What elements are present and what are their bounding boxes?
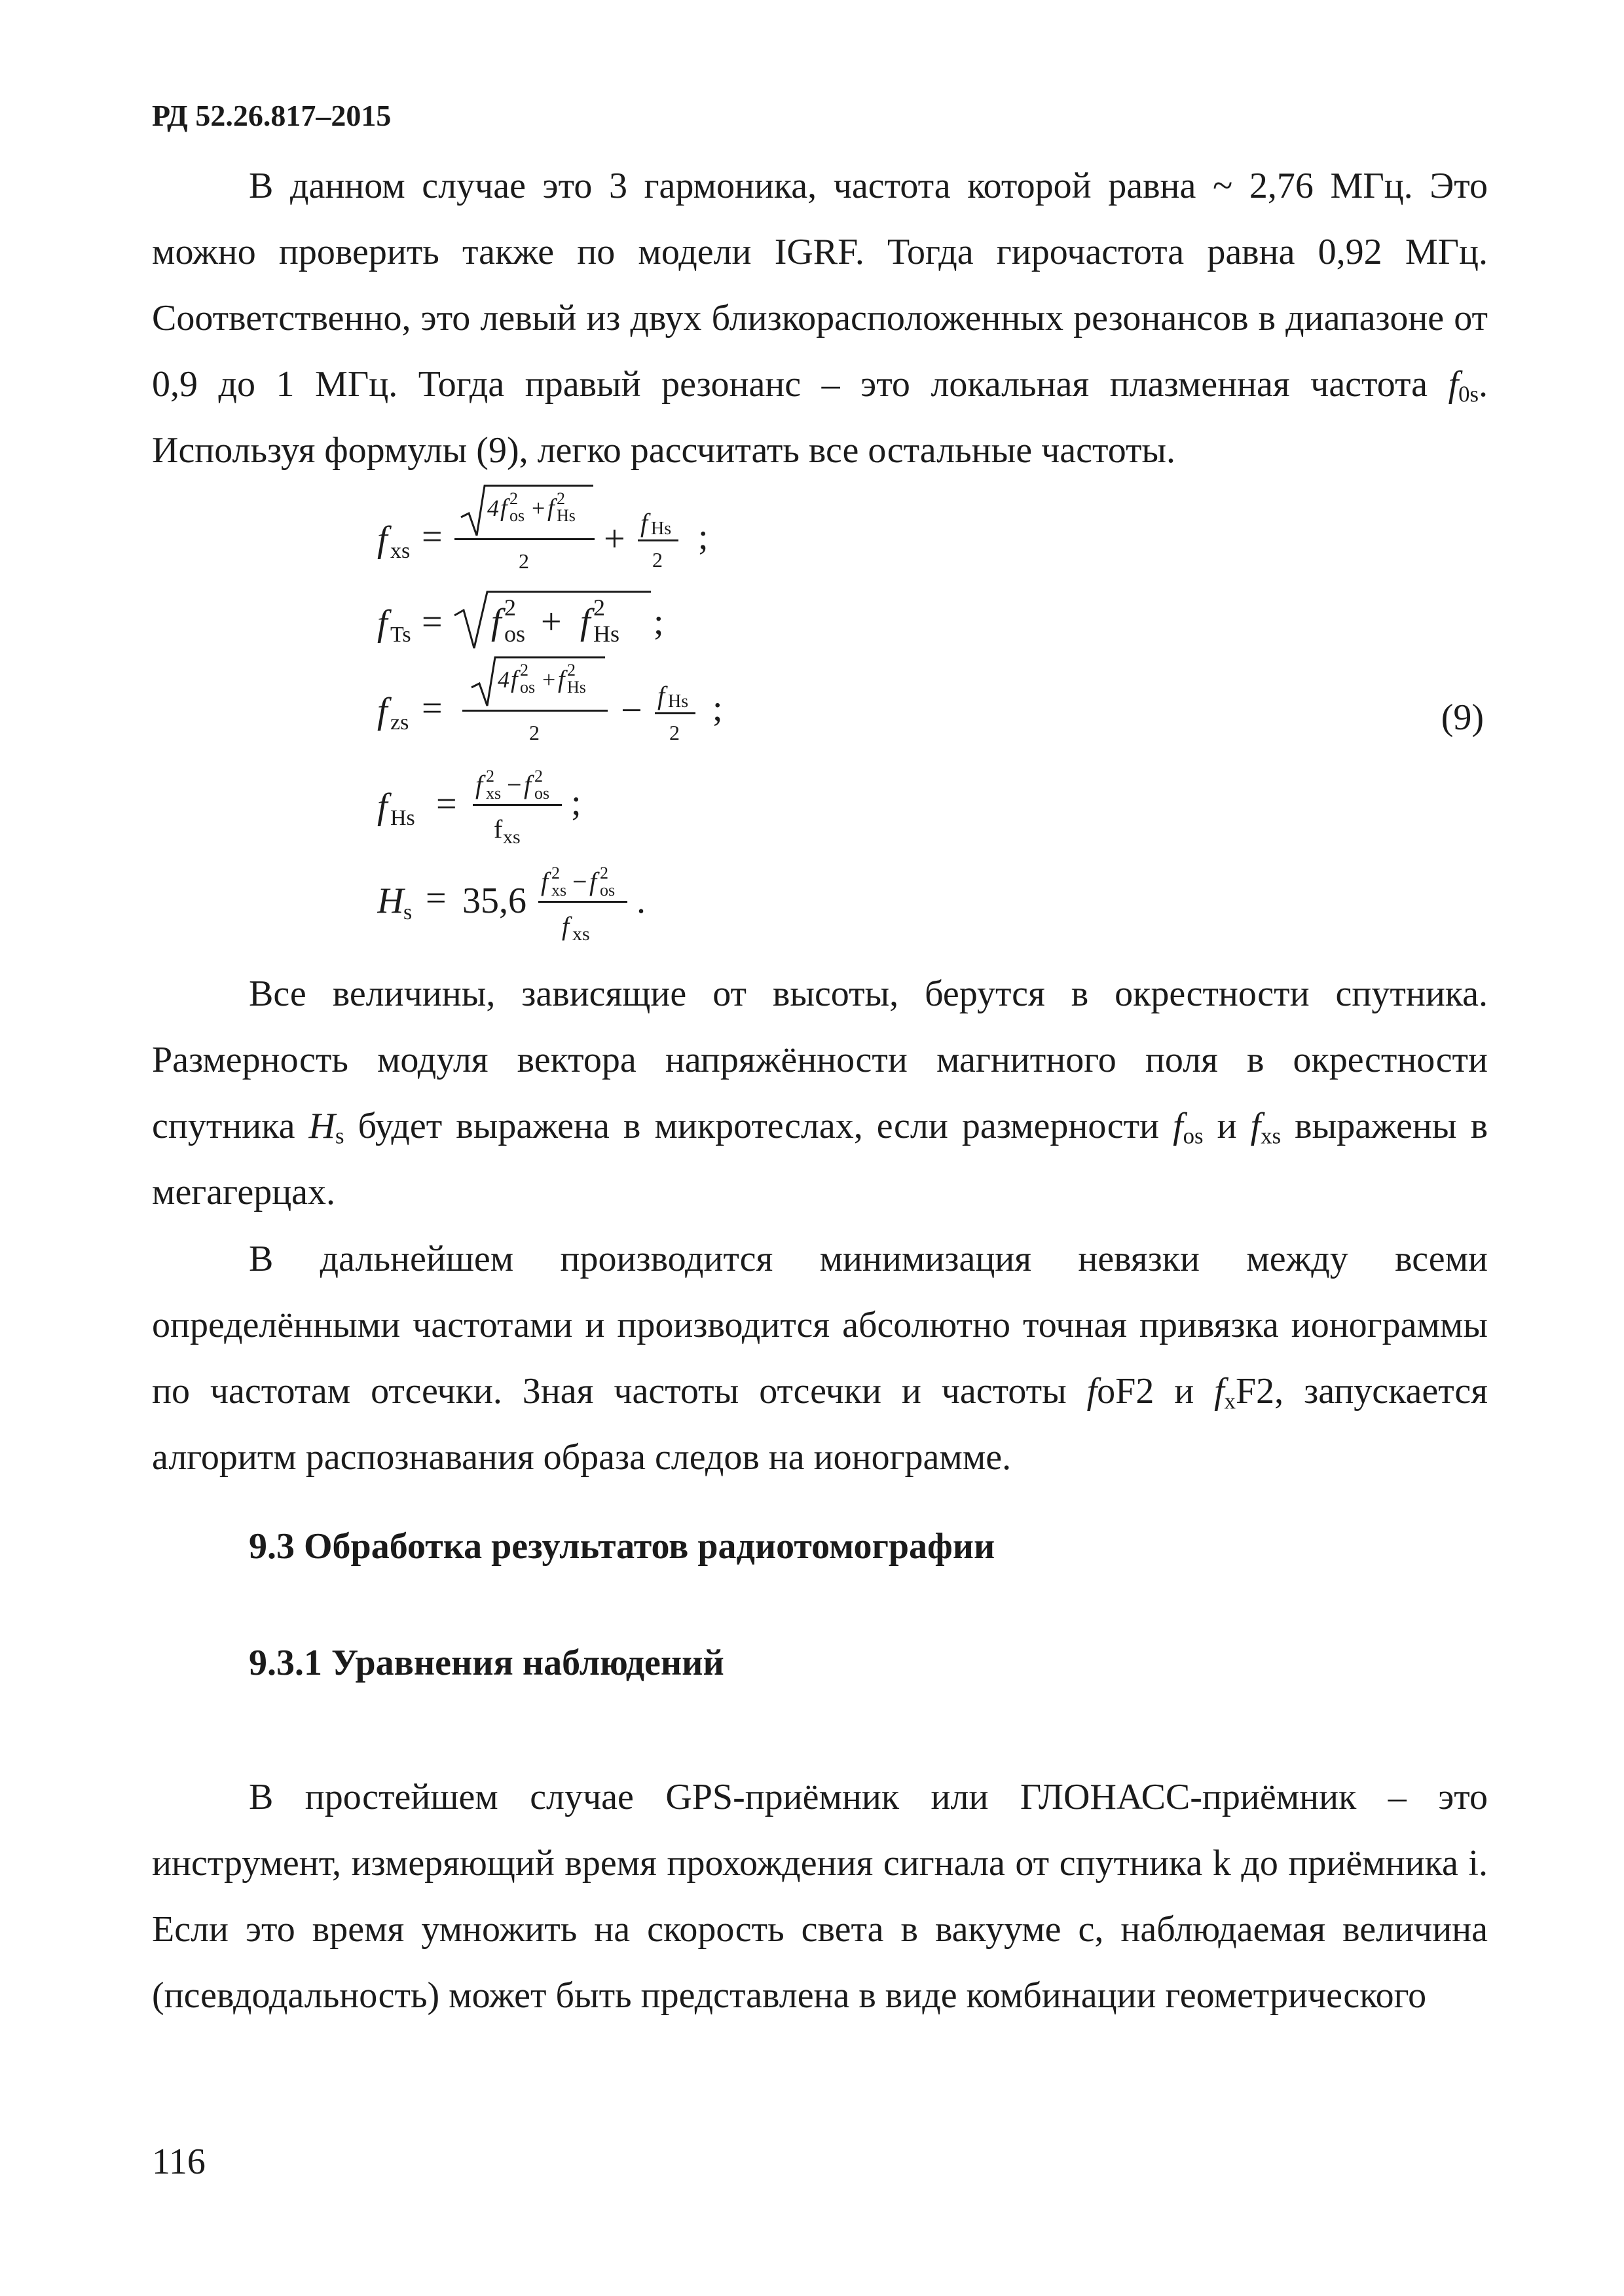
subscript: Hs (593, 621, 620, 647)
superscript: 2 (593, 594, 605, 621)
symbol-f: f (640, 508, 648, 538)
symbol-f: f (511, 666, 518, 693)
symbol-f: f (1086, 1371, 1098, 1412)
paragraph-text: F2, запускается алгоритм распознавания образа следов на ионограмме. (152, 1371, 1488, 1478)
symbol-f: f (558, 666, 565, 693)
superscript: 2 (557, 489, 565, 508)
subscript: Hs (668, 691, 689, 712)
paragraph-text: В дальнейшем производится минимизация невязки между всеми определёнными частотами и производится абсолютно точная привязка ионограммы по частотам отсечки. Зная частоты отсечки и частоты (152, 1239, 1488, 1412)
paragraph-harmonic (152, 153, 1488, 484)
subscript: s (403, 900, 413, 924)
equation-Hs (377, 864, 646, 945)
fraction-bar (538, 901, 627, 903)
minus-sign: − (572, 867, 587, 896)
subscript: Hs (390, 806, 415, 830)
paragraph-text: Все величины, зависящие от высоты, берутся в окрестности спутника. Размерность модуля вектора напряжённости магнитного поля в окрестности спутника (152, 974, 1488, 1146)
symbol-f: f (491, 602, 502, 642)
superscript: 2 (509, 489, 518, 508)
equation-fTs (377, 592, 664, 648)
symbol-f: f (524, 770, 532, 799)
subscript: os (504, 621, 526, 647)
semicolon: ; (698, 517, 709, 557)
period: . (637, 881, 646, 921)
paragraph-text: и (1203, 1106, 1251, 1146)
equation-number: (9) (1441, 697, 1484, 738)
symbol-f: f (500, 494, 507, 522)
subsection-heading: 9.3.1 Уравнения наблюдений (249, 1643, 724, 1683)
page-number: 116 (152, 2141, 206, 2182)
coefficient: 4 (498, 666, 509, 693)
fraction-bar (655, 712, 695, 714)
subscript: xs (503, 826, 521, 848)
subscript: os (509, 506, 525, 525)
subscript: xs (486, 784, 502, 803)
denominator: 2 (519, 549, 529, 573)
equations-svg (377, 477, 1359, 955)
symbol-f: f (1173, 1106, 1183, 1146)
denominator: 2 (652, 548, 663, 572)
minus-sign: − (507, 770, 522, 799)
equation-fHs (377, 767, 581, 848)
plus-sign: + (532, 495, 545, 521)
symbol-f: f (377, 603, 388, 644)
equation-system-9 (377, 477, 1484, 955)
coefficient: 4 (487, 495, 499, 521)
superscript: 2 (567, 661, 576, 680)
symbol-f: f (541, 867, 549, 896)
paragraph-text: . Используя формулы (9), легко рассчитать все остальные частоты. (152, 364, 1488, 471)
symbol-H: H (308, 1106, 335, 1146)
paragraph-text: В данном случае это 3 гармоника, частота которой равна ~ 2,76 МГц. Это можно проверить также по модели IGRF. Тогда гирочастота равна 0,92 МГц. Соответственно, это левый из двух близкорасположенных резонансов в диапазоне от 0,9 до 1 МГц. Тогда правый резонанс – это локальная плазменная частота (152, 166, 1488, 405)
plus-sign: + (604, 517, 625, 560)
equals-sign: = (436, 784, 457, 824)
paragraph-gps (152, 1764, 1488, 2029)
subscript: os (600, 881, 616, 900)
equation-fxs (377, 486, 709, 573)
subscript: Hs (651, 519, 672, 539)
equals-sign: = (422, 517, 443, 557)
paragraph-text: выражены в мегагерцах. (152, 1106, 1488, 1212)
coefficient: 35,6 (462, 881, 526, 921)
symbol-f: f (1448, 364, 1459, 405)
paragraph-text: oF2 и (1097, 1371, 1215, 1412)
semicolon: ; (571, 782, 581, 823)
subscript: zs (390, 710, 409, 735)
superscript: 2 (520, 661, 528, 680)
symbol-f: f (1250, 1106, 1261, 1146)
subscript: xs (1261, 1123, 1282, 1149)
symbol-f: f (580, 602, 591, 642)
symbol-f: f (1214, 1371, 1225, 1412)
paragraph-minimization (152, 1226, 1488, 1491)
fraction-bar (454, 538, 595, 540)
subscript: os (1183, 1123, 1204, 1149)
plus-sign: + (541, 602, 562, 642)
section-heading: 9.3 Обработка результатов радиотомографии (249, 1526, 995, 1567)
subscript: 0s (1458, 381, 1479, 407)
paragraph-text: будет выражена в микротеслах, если размерности (344, 1106, 1173, 1146)
superscript: 2 (551, 864, 560, 883)
symbol-H: H (377, 881, 404, 921)
semicolon: ; (712, 688, 723, 729)
superscript: 2 (600, 864, 608, 883)
denominator: 2 (529, 721, 540, 744)
subscript: xs (390, 539, 411, 563)
subscript: Hs (557, 506, 576, 525)
symbol-f: f (377, 786, 388, 827)
subscript: os (534, 784, 550, 803)
plus-sign: + (542, 666, 556, 693)
fraction-bar (462, 710, 608, 712)
symbol-f: f (377, 519, 388, 560)
equation-fzs (377, 657, 723, 744)
symbol-f: f (494, 814, 503, 844)
fraction-bar (638, 539, 678, 541)
subscript: xs (551, 881, 567, 900)
superscript: 2 (486, 767, 494, 786)
subscript: x (1224, 1388, 1236, 1414)
equals-sign: = (422, 688, 443, 729)
subscript: Ts (390, 623, 411, 647)
symbol-f: f (547, 494, 555, 522)
subscript: os (520, 678, 536, 697)
subscript: Hs (567, 678, 586, 697)
symbol-f: f (657, 681, 665, 710)
paragraph-quantities (152, 961, 1488, 1226)
paragraph-text: В простейшем случае GPS-приёмник или ГЛОНАСС-приёмник – это инструмент, измеряющий время прохождения сигнала от спутника k до приёмника i. Если это время умножить на скорость света в вакууме с, наблюдаемая величина (псевдодальность) может быть представлена в виде комбинации геометрического (152, 1777, 1488, 2016)
semicolon: ; (654, 602, 664, 642)
equals-sign: = (422, 602, 443, 642)
symbol-f: f (475, 770, 483, 799)
minus-sign: − (621, 689, 642, 731)
subscript: s (335, 1123, 344, 1149)
symbol-f: f (562, 911, 570, 941)
superscript: 2 (504, 594, 516, 621)
subscript: xs (572, 923, 590, 945)
symbol-f: f (589, 867, 597, 896)
superscript: 2 (534, 767, 543, 786)
document-code: РД 52.26.817–2015 (152, 99, 392, 132)
denominator: 2 (669, 721, 680, 744)
symbol-f: f (377, 691, 388, 731)
equals-sign: = (426, 878, 447, 919)
fraction-bar (473, 804, 562, 806)
